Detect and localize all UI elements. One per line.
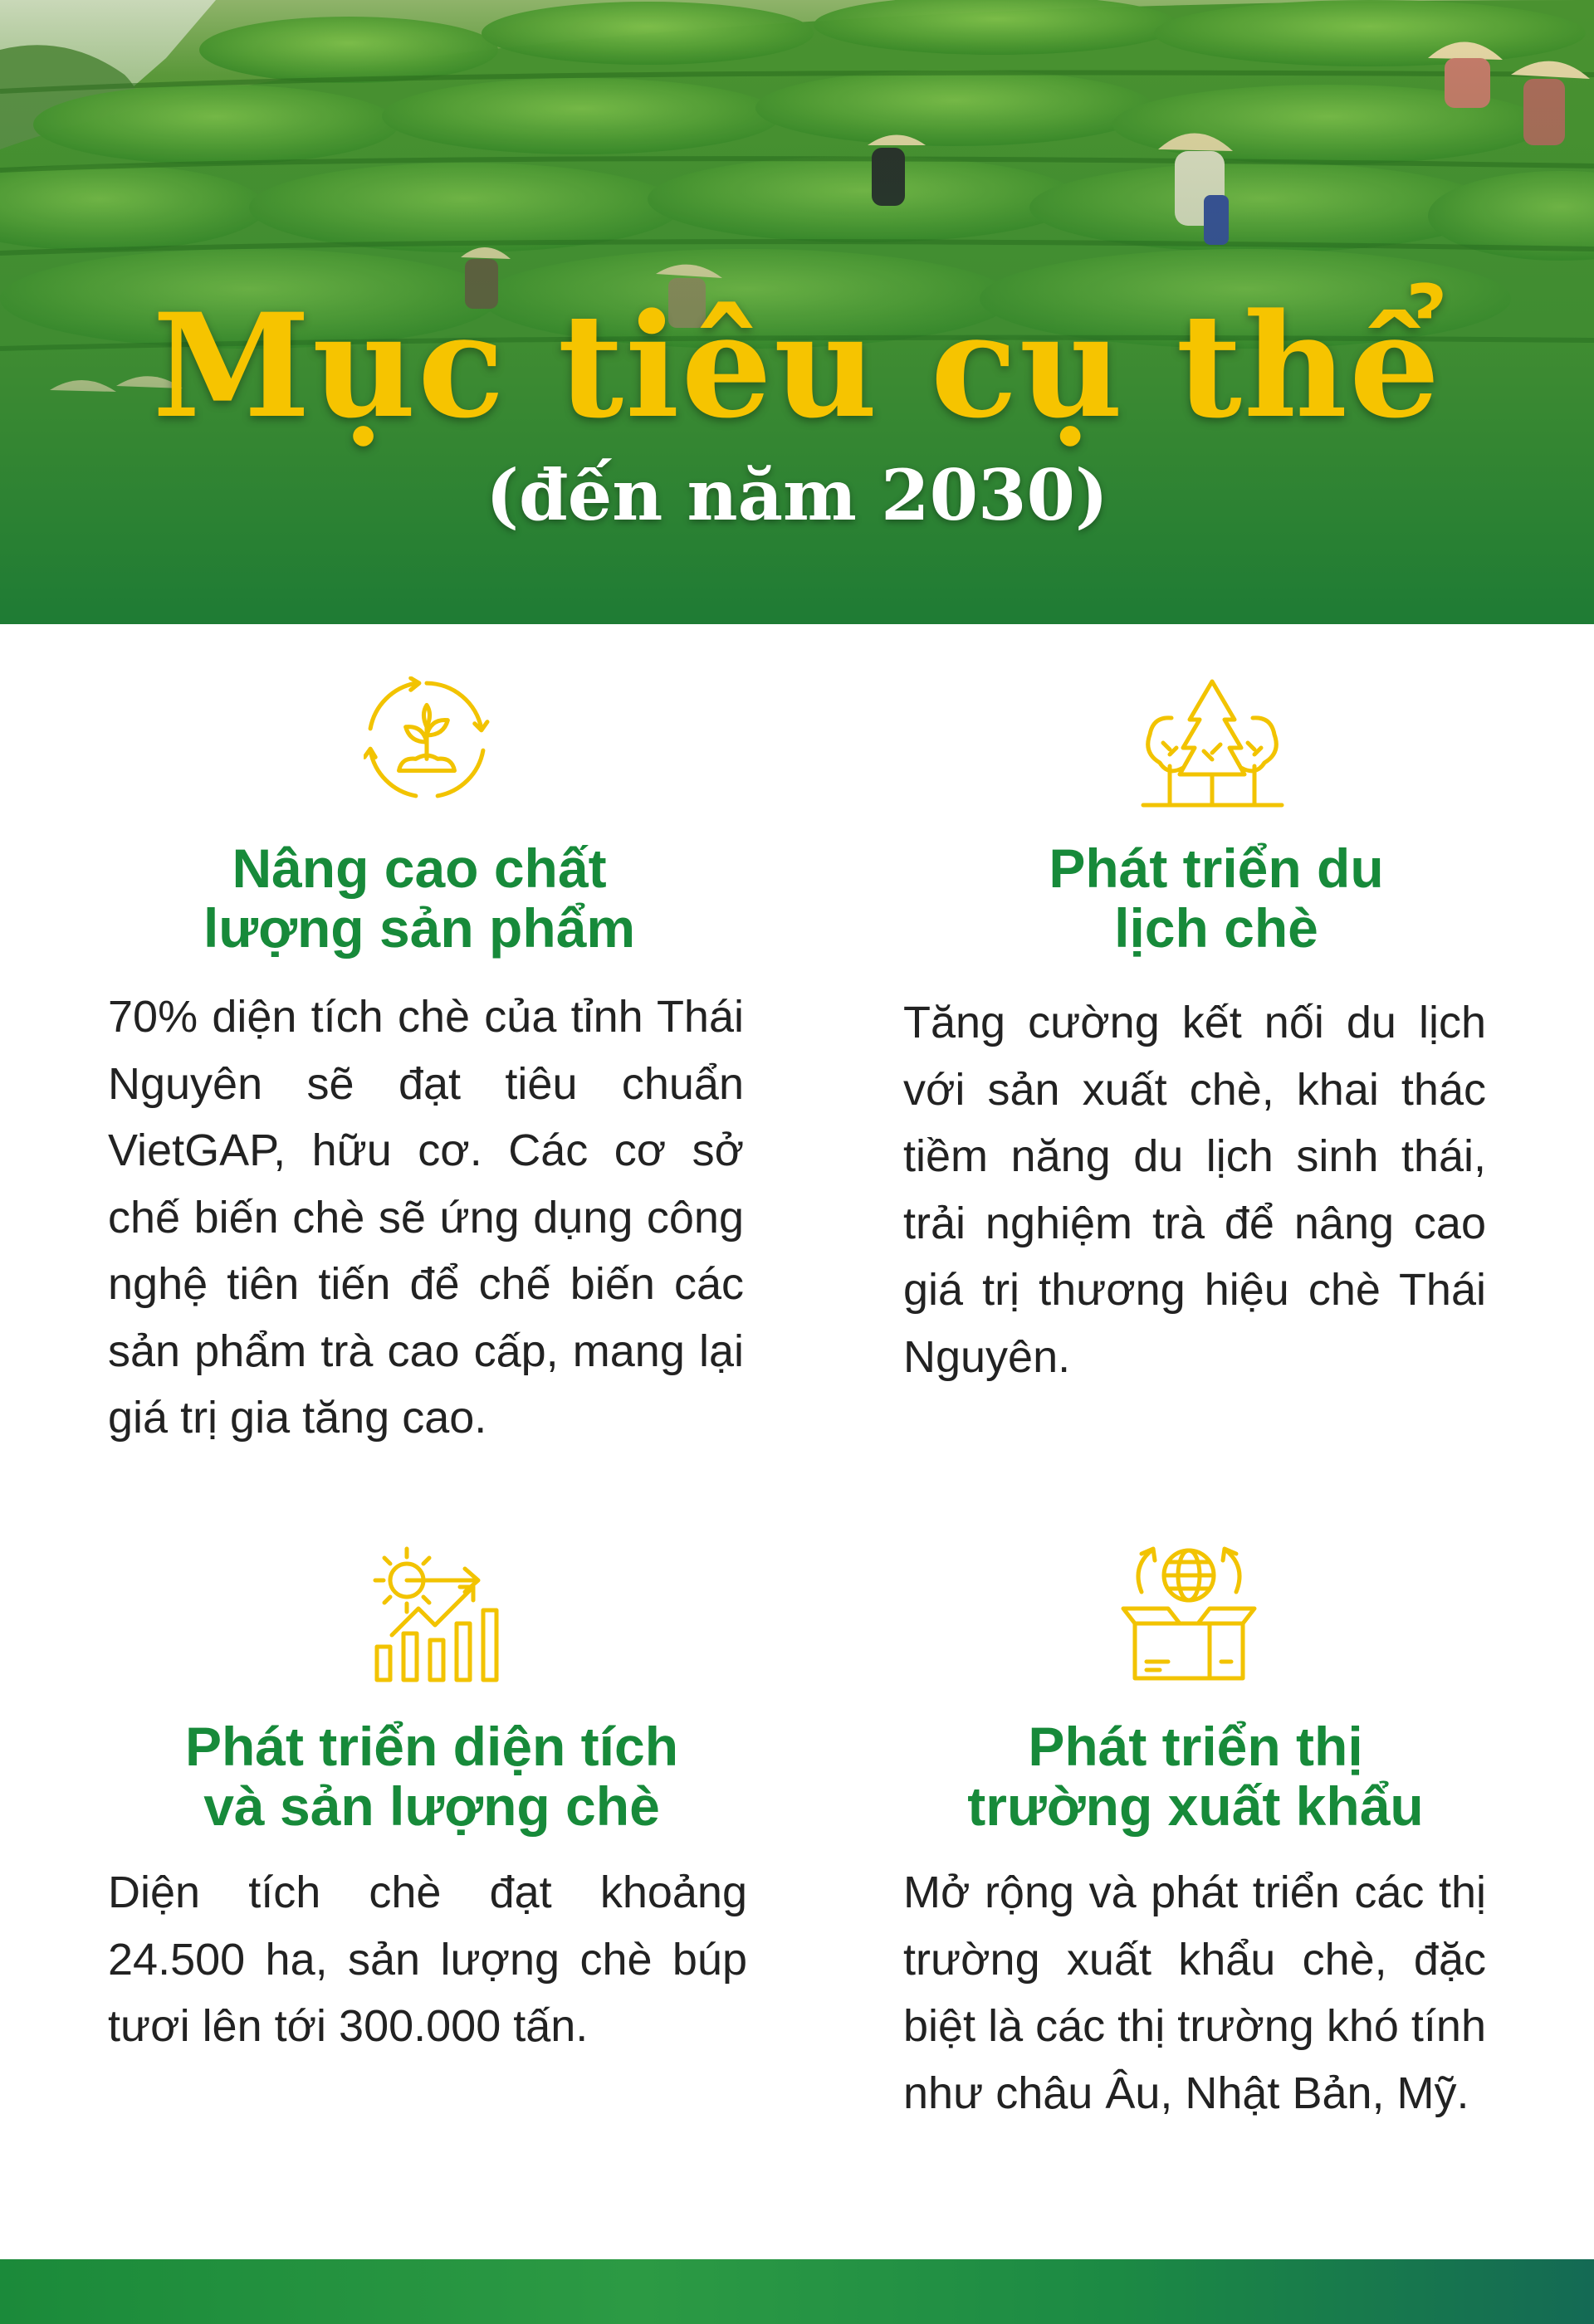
globe-box-export-icon xyxy=(1118,1542,1259,1683)
page-title: Mục tiêu cụ thể xyxy=(152,281,1442,450)
gear-growth-chart-icon xyxy=(367,1544,500,1683)
goal-body-area-output: Diện tích chè đạt khoảng 24.500 ha, sản lượng chè búp tươi lên tới 300.000 tấn. xyxy=(108,1868,747,2051)
goal-title-quality: Nâng cao chất lượng sản phẩm xyxy=(203,837,636,959)
goal-body-tourism: Tăng cường kết nối du lịch với sản xuất chè, khai thác tiềm năng du lịch sinh thái, trải nghiệm trà để nâng cao giá trị thương hiệu chè Thái Nguyên. xyxy=(903,998,1486,1382)
footer-bar xyxy=(0,2259,1594,2324)
goal-body-quality: 70% diện tích chè của tỉnh Thái Nguyên sẽ đạt tiêu chuẩn VietGAP, hữu cơ. Các cơ sở chế biến chè sẽ ứng dụng công nghệ tiên tiến để chế biến các sản phẩm trà cao cấp, mang lại giá trị gia tăng cao. xyxy=(108,992,744,1443)
forest-trees-icon xyxy=(1140,676,1285,809)
page-subtitle: (đến năm 2030) xyxy=(486,454,1108,536)
goal-body-export: Mở rộng và phát triển các thị trường xuất khẩu chè, đặc biệt là các thị trường khó tính như châu Âu, Nhật Bản, Mỹ. xyxy=(903,1868,1486,2118)
plant-cycle-icon xyxy=(364,676,490,803)
goal-title-tourism: Phát triển du lịch chè xyxy=(1049,837,1384,959)
hero-banner xyxy=(0,0,1594,624)
goal-title-area-output: Phát triển diện tích và sản lượng chè xyxy=(184,1716,679,1837)
goal-title-export: Phát triển thị trường xuất khẩu xyxy=(967,1716,1424,1837)
